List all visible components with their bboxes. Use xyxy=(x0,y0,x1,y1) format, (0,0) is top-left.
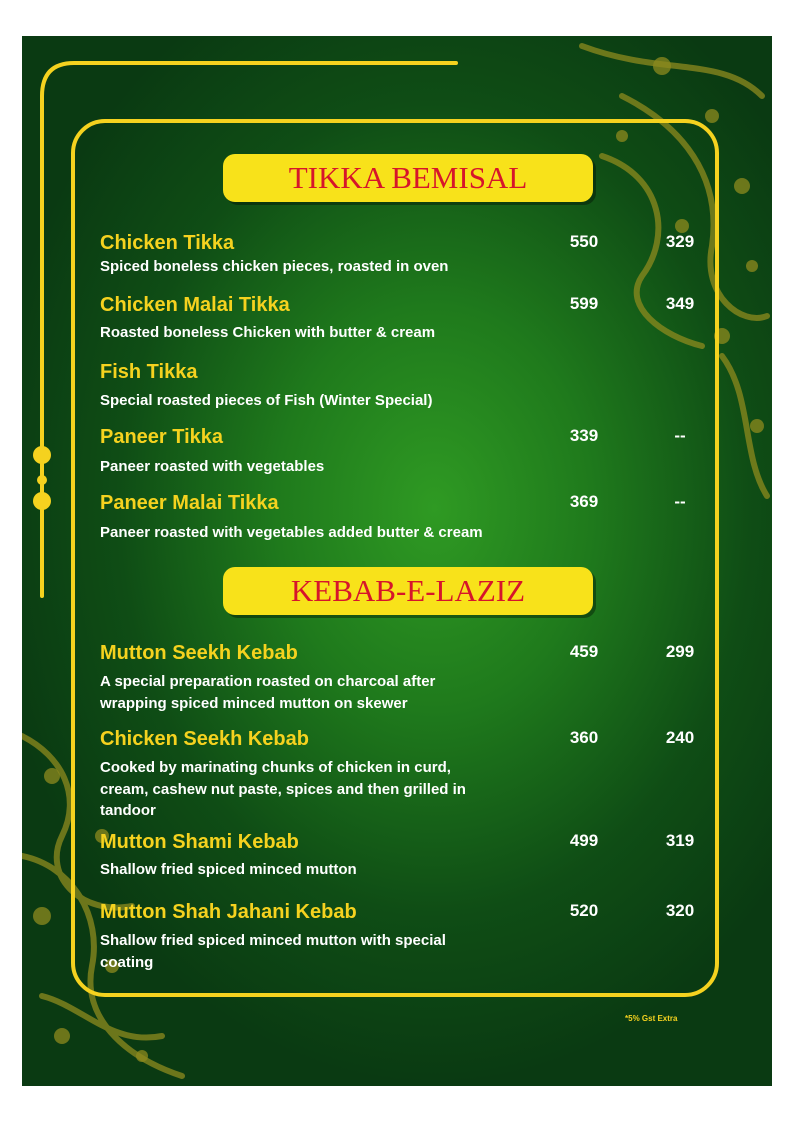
item-price-half: -- xyxy=(674,492,686,511)
menu-page xyxy=(22,36,772,1086)
item-description: Cooked by marinating chunks of chicken in curd, cream, cashew nut paste, spices and then grilled in tandoor xyxy=(100,759,466,819)
item-description: Roasted boneless Chicken with butter & cream xyxy=(100,324,436,341)
item-name: Paneer Malai Tikka xyxy=(100,492,279,514)
item-price-full: 369 xyxy=(569,492,599,511)
item-price-full: 550 xyxy=(569,232,599,251)
item-price-full: 520 xyxy=(569,901,599,920)
item-description: Shallow fried spiced minced mutton with special coating xyxy=(100,932,446,971)
item-price-half: 240 xyxy=(665,728,695,747)
item-price-full: 339 xyxy=(569,426,599,445)
item-name: Fish Tikka xyxy=(100,361,198,383)
item-name: Mutton Shami Kebab xyxy=(100,831,299,853)
item-price-full: 459 xyxy=(569,642,599,661)
item-price-half: 349 xyxy=(665,294,695,313)
item-price-half: -- xyxy=(674,426,686,445)
item-description: Paneer roasted with vegetables added butter & cream xyxy=(100,524,483,541)
item-description: Paneer roasted with vegetables xyxy=(100,458,325,475)
item-price-half: 329 xyxy=(665,232,695,251)
item-name: Chicken Malai Tikka xyxy=(100,294,290,316)
section-title-tikka: TIKKA BEMISAL xyxy=(223,154,593,202)
item-price-half: 299 xyxy=(665,642,695,661)
item-price-full: 599 xyxy=(569,294,599,313)
item-name: Mutton Seekh Kebab xyxy=(100,642,298,664)
item-description: Shallow fried spiced minced mutton xyxy=(100,861,357,878)
gst-note: *5% Gst Extra xyxy=(625,1014,678,1023)
item-price-half: 320 xyxy=(665,901,695,920)
item-name: Chicken Seekh Kebab xyxy=(100,728,309,750)
item-description: Special roasted pieces of Fish (Winter Special) xyxy=(100,392,433,409)
item-price-full: 499 xyxy=(569,831,599,850)
item-name: Chicken Tikka xyxy=(100,232,235,254)
item-name: Paneer Tikka xyxy=(100,426,224,448)
item-description: A special preparation roasted on charcoal after wrapping spiced minced mutton on skewer xyxy=(100,673,436,712)
section-title-kebab: KEBAB-E-LAZIZ xyxy=(223,567,593,615)
item-price-half: 319 xyxy=(665,831,695,850)
item-description: Spiced boneless chicken pieces, roasted in oven xyxy=(100,258,449,275)
item-price-full: 360 xyxy=(569,728,599,747)
item-name: Mutton Shah Jahani Kebab xyxy=(100,901,357,923)
